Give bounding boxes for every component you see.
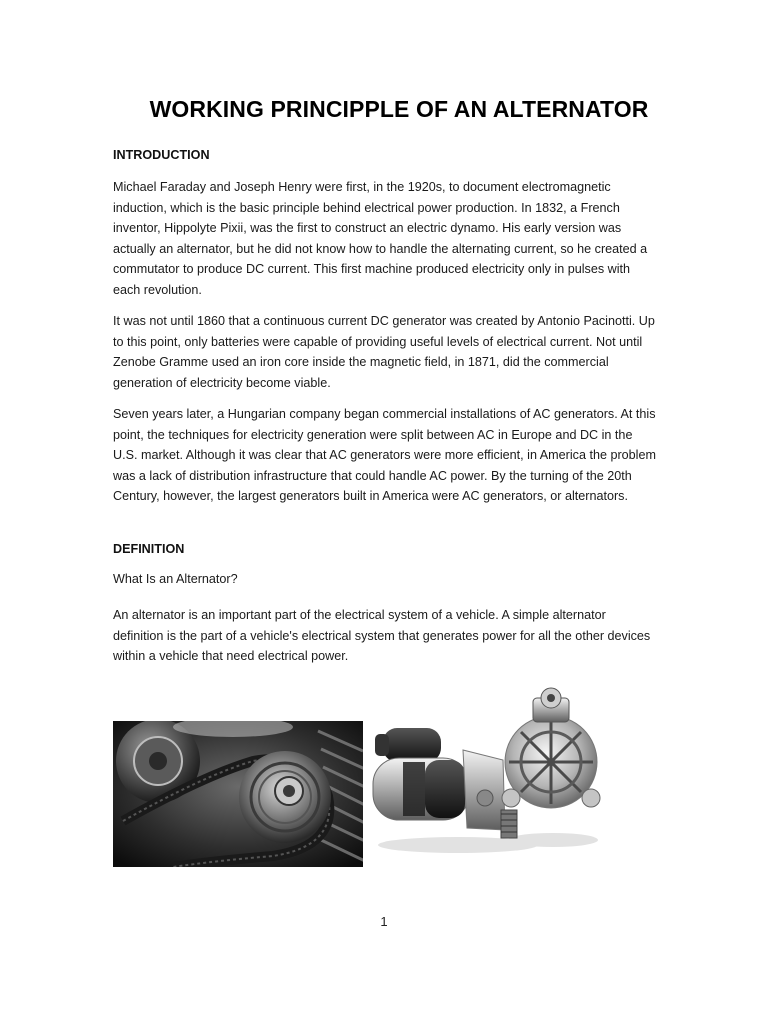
introduction-heading: INTRODUCTION: [113, 148, 210, 162]
intro-paragraph-2: It was not until 1860 that a continuous current DC generator was created by Antonio Pacinotti. Up to this point, only batteries were capable of providing useful levels of electrical current. Not until Zenobe Gramme used an iron core inside the magnetic field, in 1871, did the commercial generation of electricity become viable.: [113, 314, 655, 390]
page-title: WORKING PRINCIPPLE OF AN ALTERNATOR: [149, 96, 649, 122]
alternator-belt-pulley-photo: [113, 721, 365, 867]
intro-paragraph-3: Seven years later, a Hungarian company began commercial installations of AC generators. At this point, the techniques for electricity generation were split between AC in Europe and DC in the U.S. market. Although it was clear that AC generators were more efficient, in America the problem was a lack of distribution infrastructure that could handle AC power. By the turning of the 20th Century, however, the largest generators built in America were AC generators, or alternators.: [113, 407, 656, 503]
definition-question: What Is an Alternator?: [113, 572, 238, 586]
definition-paragraph: An alternator is an important part of the electrical system of a vehicle. A simple alternator definition is the part of a vehicle's electrical system that generates power for all the other devices within a vehicle that need electrical power.: [113, 608, 651, 663]
definition-heading: DEFINITION: [113, 542, 185, 556]
starter-motor-and-alternator-photo: [363, 680, 605, 867]
intro-paragraph-1: Michael Faraday and Joseph Henry were first, in the 1920s, to document electromagnetic induction, which is the basic principle behind electrical power production. In 1832, a French inventor, Hippolyte Pixii, was the first to construct an electric dynamo. His early version was actually an alternator, but he did not know how to handle the alternating current, so he created a commutator to produce DC current. This first machine produced electricity only in pulses with each revolution.: [113, 180, 648, 297]
page-number: 1: [380, 914, 388, 929]
